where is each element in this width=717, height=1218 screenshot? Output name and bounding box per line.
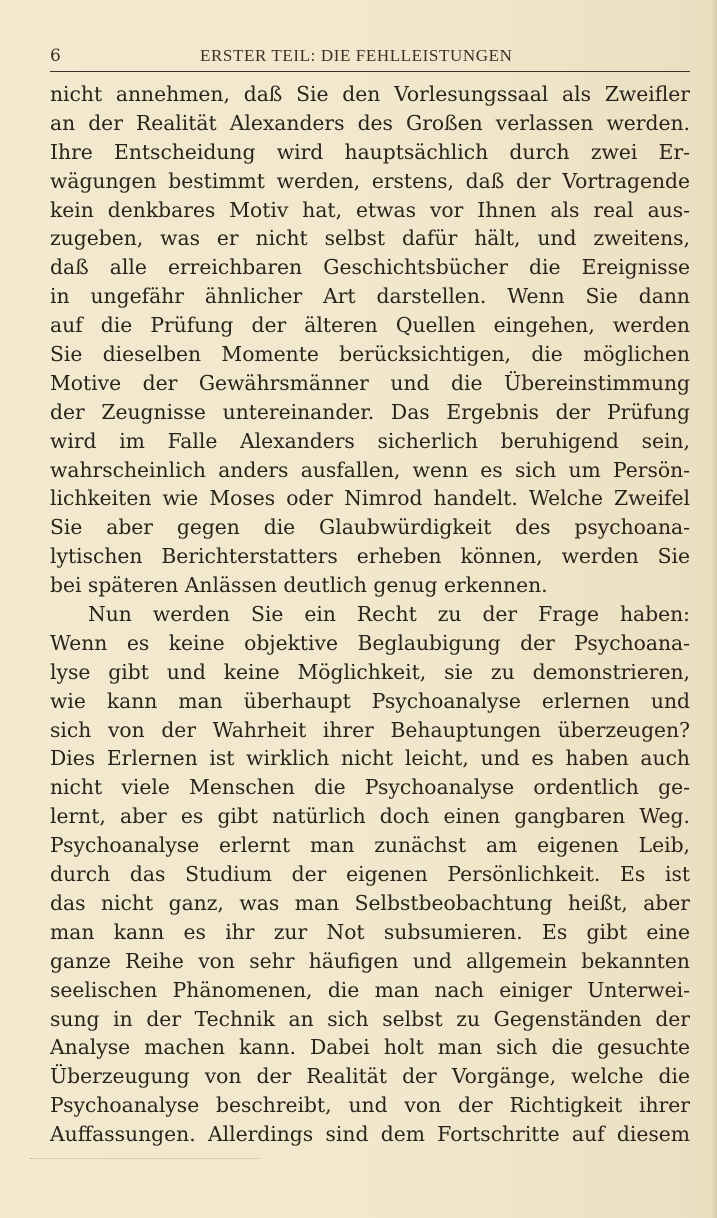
text-line: Ihre Entscheidung wird hauptsächlich durch zwei Er- xyxy=(50,139,690,164)
text-line: daß alle erreichbaren Geschichtsbücher die Ereignisse xyxy=(50,255,690,280)
text-line: Auffassungen. Allerdings sind dem Fortschritte auf diesem xyxy=(50,1122,690,1147)
text-line: kein denkbares Motiv hat, etwas vor Ihnen als real aus- xyxy=(50,197,690,222)
text-line: ganze Reihe von sehr häufigen und allgemein bekannten xyxy=(50,948,690,973)
print-smudge xyxy=(30,1158,260,1169)
text-line: Dies Erlernen ist wirklich nicht leicht, und es haben auch xyxy=(50,746,690,771)
paragraph-last-line: bei späteren Anlässen deutlich genug erkennen. xyxy=(50,573,548,598)
text-line: Motive der Gewährsmänner und die Übereinstimmung xyxy=(50,370,690,395)
text-line: auf die Prüfung der älteren Quellen eingehen, werden xyxy=(50,313,690,338)
text-line: lyse gibt und keine Möglichkeit, sie zu demonstrieren, xyxy=(50,659,690,684)
text-line: der Zeugnisse untereinander. Das Ergebnis der Prüfung xyxy=(50,399,690,424)
text-line: seelischen Phänomenen, die man nach einiger Unterwei- xyxy=(50,977,690,1002)
text-line: nicht annehmen, daß Sie den Vorlesungssaal als Zweifler xyxy=(50,82,690,106)
text-line: Analyse machen kann. Dabei holt man sich die gesuchte xyxy=(50,1035,690,1060)
page-edge-shadow xyxy=(711,0,717,1218)
text-line: wie kann man überhaupt Psychoanalyse erlernen und xyxy=(50,688,690,713)
text-line: Sie aber gegen die Glaubwürdigkeit des psychoana- xyxy=(50,515,690,540)
running-head-title: ERSTER TEIL: DIE FEHLLEISTUNGEN xyxy=(200,46,513,65)
text-line: zugeben, was er nicht selbst dafür hält, und zweitens, xyxy=(50,226,690,251)
text-line: wird im Falle Alexanders sicherlich beruhigend sein, xyxy=(50,428,690,453)
text-line: sung in der Technik an sich selbst zu Gegenständen der xyxy=(50,1006,690,1031)
text-line: man kann es ihr zur Not subsumieren. Es gibt eine xyxy=(50,919,690,944)
text-line: sich von der Wahrheit ihrer Behauptungen überzeugen? xyxy=(50,717,690,742)
body-text xyxy=(50,80,690,1149)
text-line: lichkeiten wie Moses oder Nimrod handelt. Welche Zweifel xyxy=(50,486,690,511)
text-line: Überzeugung von der Realität der Vorgänge, welche die xyxy=(50,1064,690,1089)
text-line: das nicht ganz, was man Selbstbeobachtung heißt, aber xyxy=(50,890,690,915)
paragraph-first-line: Nun werden Sie ein Recht zu der Frage haben: xyxy=(88,602,690,627)
text-line: Psychoanalyse beschreibt, und von der Richtigkeit ihrer xyxy=(50,1093,690,1118)
text-line: wahrscheinlich anders ausfallen, wenn es sich um Persön- xyxy=(50,457,690,482)
header-rule xyxy=(50,71,690,72)
text-line: in ungefähr ähnlicher Art darstellen. Wenn Sie dann xyxy=(50,284,690,309)
text-line: lernt, aber es gibt natürlich doch einen gangbaren Weg. xyxy=(50,804,690,829)
text-line: Wenn es keine objektive Beglaubigung der Psychoana- xyxy=(50,630,690,655)
text-line: durch das Studium der eigenen Persönlichkeit. Es ist xyxy=(50,862,690,887)
text-line: an der Realität Alexanders des Großen verlassen werden. xyxy=(50,110,690,135)
text-line: wägungen bestimmt werden, erstens, daß der Vortragende xyxy=(50,168,690,193)
text-line: nicht viele Menschen die Psychoanalyse ordentlich ge- xyxy=(50,775,690,800)
text-line: Sie dieselben Momente berücksichtigen, die möglichen xyxy=(50,342,690,367)
text-line: lytischen Berichterstatters erheben können, werden Sie xyxy=(50,544,690,569)
text-line: Psychoanalyse erlernt man zunächst am eigenen Leib, xyxy=(50,833,690,858)
page-number: 6 xyxy=(50,46,62,66)
running-head xyxy=(50,44,690,70)
